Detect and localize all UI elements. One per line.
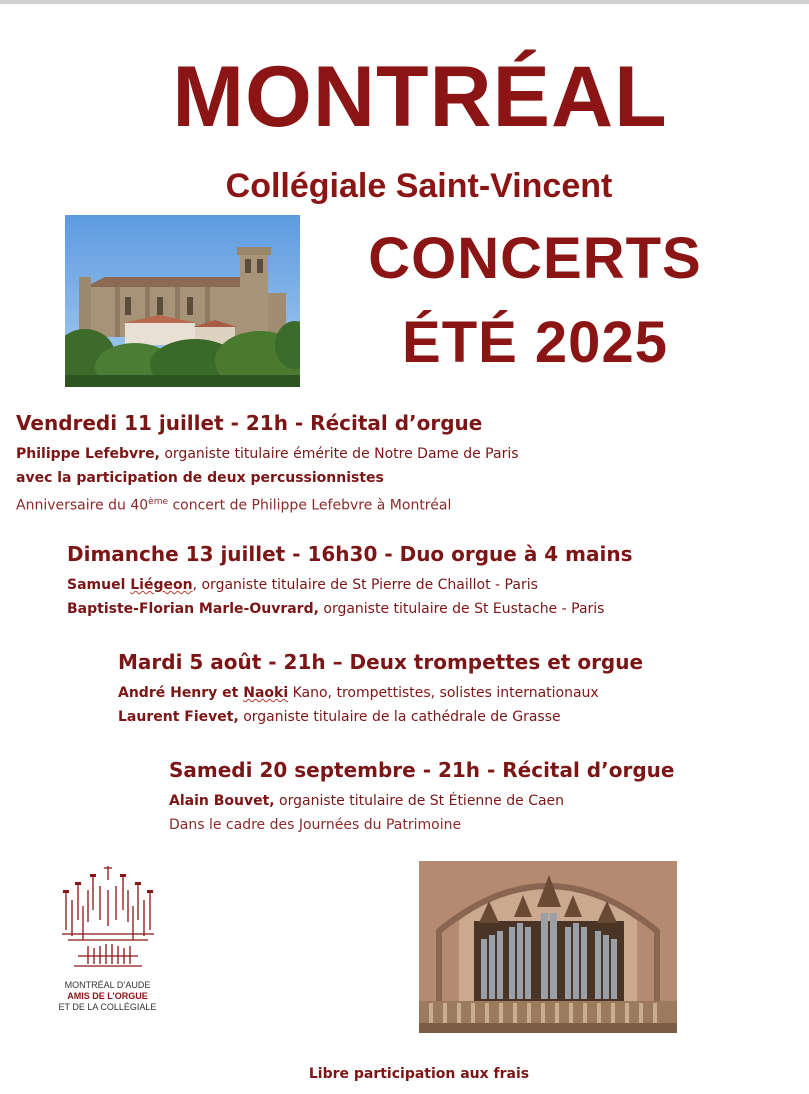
logo-caption xyxy=(40,980,175,1013)
logo-line-1: MONTRÉAL D’AUDE xyxy=(64,980,151,990)
note-text: Anniversaire du 40 xyxy=(16,497,149,514)
event-4-heading: Samedi 20 septembre - 21h - Récital d’orgue xyxy=(169,758,675,782)
performer-name: Alain Bouvet, xyxy=(169,793,275,809)
event-4-performer xyxy=(169,789,674,813)
page-title: MONTRÉAL xyxy=(172,49,668,145)
event-1 xyxy=(16,410,519,518)
association-logo xyxy=(40,860,175,1013)
season-heading: ÉTÉ 2025 xyxy=(402,310,668,375)
event-2-performer-2 xyxy=(67,597,633,621)
performer-firstname: Naoki xyxy=(243,685,289,701)
event-3-performer-2 xyxy=(118,705,643,729)
note-text: concert de Philippe Lefebvre à Montréal xyxy=(168,497,452,514)
performer-role: organiste titulaire émérite de Notre Dame de Paris xyxy=(159,446,519,462)
performer-name: Laurent Fievet, xyxy=(118,709,239,725)
top-border xyxy=(0,0,809,4)
event-1-participation: avec la participation de deux percussionnistes xyxy=(16,470,384,486)
event-4 xyxy=(169,757,674,837)
event-1-heading: Vendredi 11 juillet - 21h - Récital d’orgue xyxy=(16,411,483,435)
performer-role: , organiste titulaire de St Pierre de Chaillot - Paris xyxy=(192,577,538,593)
organ-photo xyxy=(419,861,677,1033)
organ-pipes-logo-icon xyxy=(48,860,168,976)
performer-role: organiste titulaire de St Étienne de Caen xyxy=(274,793,565,809)
event-2 xyxy=(67,541,633,621)
event-3 xyxy=(118,649,643,729)
concerts-heading: CONCERTS xyxy=(368,226,702,291)
performer-name: Philippe Lefebvre, xyxy=(16,446,160,462)
logo-line-3: ET DE LA COLLÉGIALE xyxy=(58,1002,157,1012)
venue-subtitle: Collégiale Saint-Vincent xyxy=(225,167,613,205)
performer-surname: Liégeon xyxy=(130,577,193,593)
event-2-heading: Dimanche 13 juillet - 16h30 - Duo orgue à 4 mains xyxy=(67,542,633,566)
event-3-heading: Mardi 5 août - 21h – Deux trompettes et orgue xyxy=(118,650,644,674)
performer-role: organiste titulaire de la cathédrale de Grasse xyxy=(238,709,561,725)
event-2-performer-1 xyxy=(67,573,633,597)
church-photo xyxy=(65,215,300,387)
note-superscript: ème xyxy=(148,497,169,507)
logo-line-2: AMIS DE L’ORGUE xyxy=(67,991,148,1001)
event-3-performer-1 xyxy=(118,681,643,705)
event-1-note xyxy=(16,490,519,518)
event-1-performer xyxy=(16,442,519,466)
performer-role: Kano, trompettistes, solistes internationaux xyxy=(288,685,599,701)
footer-note: Libre participation aux frais xyxy=(308,1066,530,1082)
performer-name: Samuel xyxy=(67,577,131,593)
performer-name: Baptiste-Florian Marle-Ouvrard, xyxy=(67,601,319,617)
performer-name: André Henry et xyxy=(118,685,244,701)
performer-role: organiste titulaire de St Eustache - Paris xyxy=(318,601,605,617)
event-4-note: Dans le cadre des Journées du Patrimoine xyxy=(169,817,462,833)
